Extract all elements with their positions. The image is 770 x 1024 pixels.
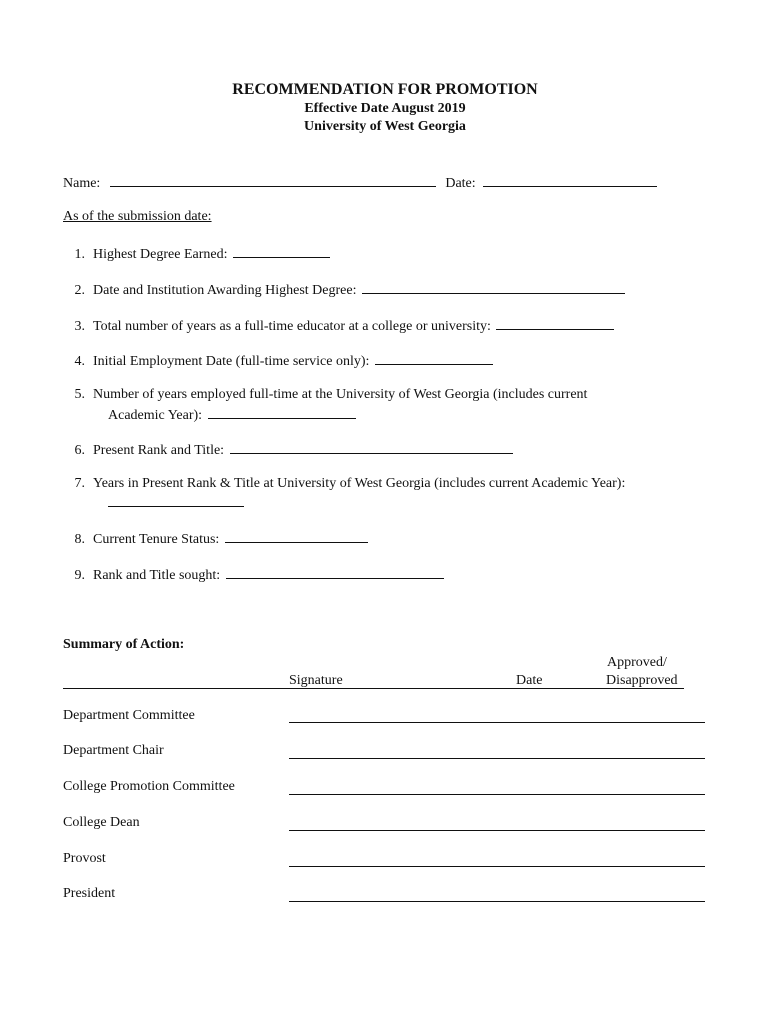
item-label: Present Rank and Title: — [93, 443, 225, 458]
initial-employment-field[interactable] — [375, 351, 493, 365]
summary-row-label: Provost — [63, 851, 106, 866]
list-item — [63, 440, 513, 459]
summary-row-label: President — [63, 886, 116, 901]
summary-row-label: College Promotion Committee — [63, 779, 235, 794]
item-number: 9. — [74, 568, 85, 583]
summary-heading: Summary of Action: — [63, 637, 185, 652]
form-title: RECOMMENDATION FOR PROMOTION — [232, 81, 538, 98]
list-item — [63, 244, 330, 263]
list-item — [63, 529, 368, 548]
item-number: 4. — [74, 354, 85, 369]
item-number: 5. — [74, 387, 85, 402]
president-signature-line[interactable] — [289, 901, 705, 902]
item-label: Total number of years as a full-time educator at a college or university: — [93, 319, 491, 334]
item-number: 2. — [74, 283, 85, 298]
list-item — [63, 316, 614, 335]
item-label: Date and Institution Awarding Highest Degree: — [93, 283, 357, 298]
degree-institution-field[interactable] — [362, 280, 625, 294]
date-field[interactable] — [483, 173, 657, 187]
tenure-status-field[interactable] — [225, 529, 368, 543]
approved-header: Approved/ — [607, 655, 667, 670]
item-number: 7. — [74, 476, 85, 491]
summary-row-label: Department Chair — [63, 743, 164, 758]
effective-date: Effective Date August 2019 — [304, 101, 466, 116]
item-label: Highest Degree Earned: — [93, 247, 228, 262]
list-item-continuation — [108, 493, 244, 512]
summary-row-label: Department Committee — [63, 708, 195, 723]
present-rank-field[interactable] — [230, 440, 513, 454]
summary-header-rule — [63, 688, 684, 689]
college-committee-signature-line[interactable] — [289, 794, 705, 795]
years-uwg-field[interactable] — [208, 405, 356, 419]
name-field[interactable] — [110, 173, 436, 187]
item-number: 3. — [74, 319, 85, 334]
item-label: Initial Employment Date (full-time service only): — [93, 354, 370, 369]
name-label: Name: — [63, 176, 101, 191]
summary-row-label: College Dean — [63, 815, 140, 830]
submission-heading: As of the submission date: — [63, 209, 212, 224]
item-number: 1. — [74, 247, 85, 262]
signature-header: Signature — [289, 673, 343, 688]
list-item-continuation — [108, 405, 356, 424]
university-name: University of West Georgia — [304, 119, 466, 134]
item-label: Academic Year): — [108, 408, 203, 423]
years-educator-field[interactable] — [496, 316, 614, 330]
item-number: 6. — [74, 443, 85, 458]
item-label: Years in Present Rank & Title at University of West Georgia (includes current Academic Year): — [93, 476, 626, 491]
provost-signature-line[interactable] — [289, 866, 705, 867]
department-committee-signature-line[interactable] — [289, 722, 705, 723]
item-number: 8. — [74, 532, 85, 547]
item-label: Number of years employed full-time at the University of West Georgia (includes current — [93, 387, 588, 402]
date-label: Date: — [445, 176, 476, 191]
department-chair-signature-line[interactable] — [289, 758, 705, 759]
date-header: Date — [516, 673, 543, 688]
item-label: Current Tenure Status: — [93, 532, 220, 547]
highest-degree-field[interactable] — [233, 244, 330, 258]
disapproved-header: Disapproved — [606, 673, 678, 688]
list-item — [63, 280, 625, 299]
list-item — [63, 476, 625, 492]
college-dean-signature-line[interactable] — [289, 830, 705, 831]
list-item — [63, 565, 444, 584]
rank-sought-field[interactable] — [226, 565, 444, 579]
name-row — [63, 173, 657, 192]
list-item — [63, 351, 493, 370]
list-item — [63, 387, 587, 403]
years-present-rank-field[interactable] — [108, 493, 244, 507]
item-label: Rank and Title sought: — [93, 568, 221, 583]
